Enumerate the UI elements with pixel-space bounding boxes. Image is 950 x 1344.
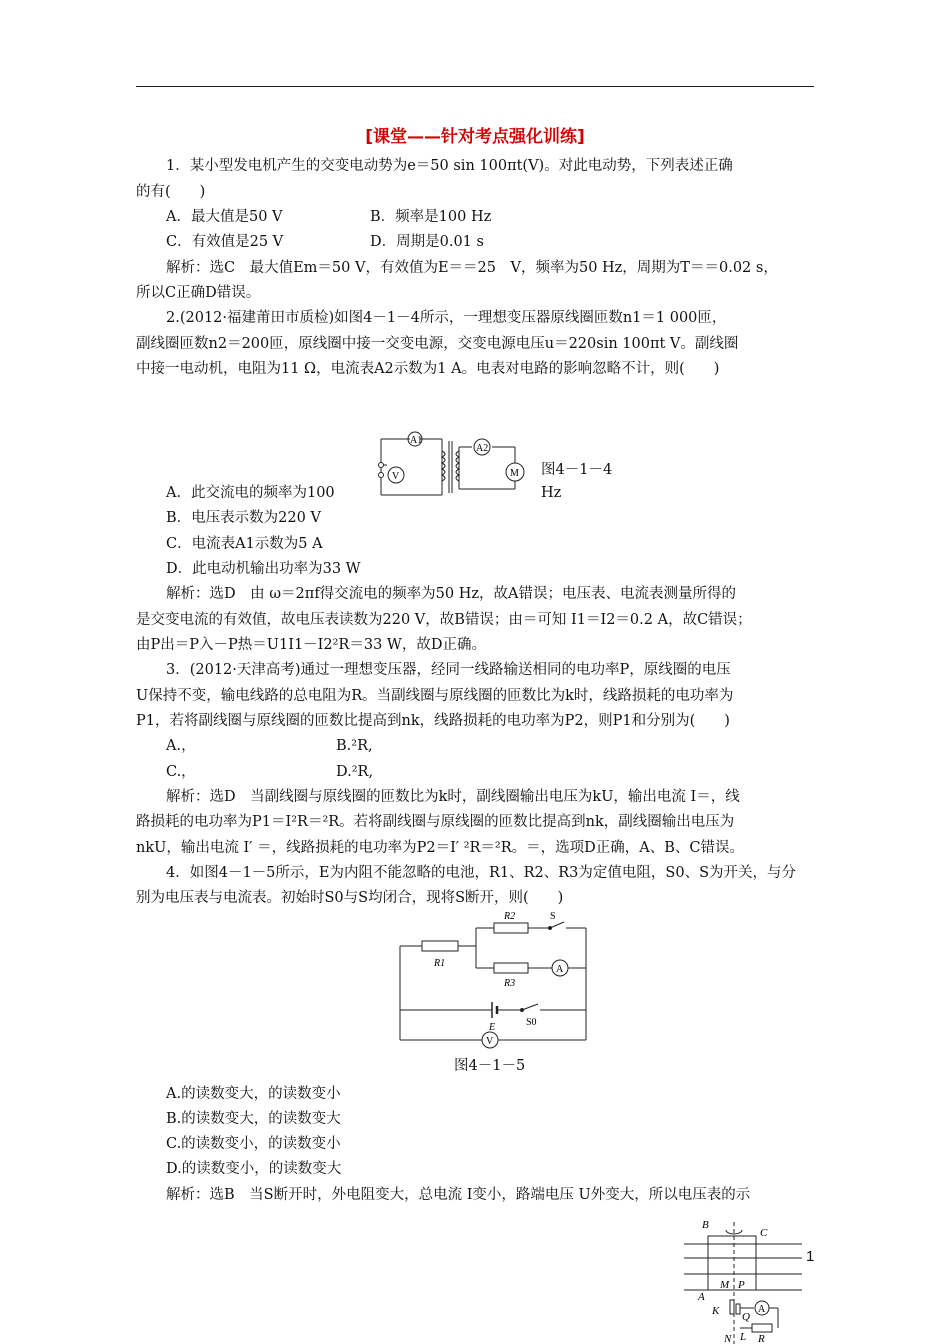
q4-option-d: D.的读数变小，的读数变大 (166, 1161, 342, 1177)
q1-solution: 所以C正确D错误。 (136, 285, 261, 301)
q1-line: 1．某小型发电机产生的交变电动势为e＝50 sin 100πt(V)。对此电动势，下列表述正确 (166, 158, 733, 174)
circuit-figure (392, 908, 598, 1050)
top-rule (136, 86, 814, 87)
label-b: B (702, 1219, 709, 1231)
ammeter-a1-label: A1 (410, 435, 423, 446)
q3-solution: 解析：选D 当副线圈与原线圈的匝数比为k时，副线圈输出电压为kU，输出电流 I＝，线 (166, 789, 740, 805)
q2-option-c: C．电流表A1示数为5 A (166, 536, 323, 552)
coil-figure (680, 1218, 806, 1344)
q1-option-c: C．有效值是25 V (166, 234, 284, 250)
voltmeter-label: V (392, 471, 400, 482)
label-m: M (720, 1279, 730, 1291)
label-r2: R2 (504, 911, 516, 922)
label-e: E (489, 1022, 496, 1033)
ammeter-label: A (758, 1304, 766, 1315)
q2-solution: 是交变电流的有效值，故电压表读数为220 V，故B错误；由＝可知 I1＝I2＝0.2 A，故C错误； (136, 612, 752, 628)
q2-solution: 解析：选D 由 ω＝2πf得交流电的频率为50 Hz，故A错误；电压表、电流表测量所得的 (166, 586, 736, 602)
q3-line: 3．(2012·天津高考)通过一理想变压器，经同一线路输送相同的电功率P，原线圈的电压 (166, 662, 731, 678)
label-a: A (698, 1291, 705, 1303)
transformer-figure (370, 425, 536, 505)
q1-option-b: B．频率是100 Hz (370, 209, 492, 225)
q1-option-d: D．周期是0.01 s (370, 234, 484, 250)
label-c: C (760, 1227, 768, 1239)
figure-caption-4-1-4: 图4－1－4 (541, 462, 613, 478)
ammeter-a2-label: A2 (476, 443, 489, 454)
voltmeter-label: V (486, 1036, 494, 1047)
q1-solution: 解析：选C 最大值Em＝50 V，有效值为E＝＝25 V，频率为50 Hz，周期为T＝＝0.02 s， (166, 260, 778, 276)
motor-label: M (510, 468, 519, 479)
section-heading: [课堂——针对考点强化训练] (365, 127, 585, 147)
q2-solution: 由P出＝P入－P热＝U1I1－I2²R＝33 W，故D正确。 (136, 637, 486, 653)
q3-option-c: C.， (166, 764, 196, 780)
q4-line: 4．如图4－1－5所示，E为内阻不能忽略的电池，R1、R2、R3为定值电阻，S0、S为开关，与分 (166, 865, 797, 881)
q2-line: 中接一电动机，电阻为11 Ω，电流表A2示数为1 A。电表对电路的影响忽略不计，则( ) (136, 361, 720, 377)
q1-option-a: A．最大值是50 V (166, 209, 283, 225)
q3-option-b: B.²R, (336, 738, 373, 754)
q4-option-a: A.的读数变大，的读数变小 (166, 1086, 341, 1102)
label-s0: S0 (526, 1017, 537, 1028)
label-r1: R1 (434, 958, 446, 969)
q3-solution: nkU，输出电流 I′ ＝，线路损耗的电功率为P2＝I′ ²R＝²R。＝，选项D正确，A、B、C错误。 (136, 840, 744, 856)
label-q: Q (742, 1311, 750, 1323)
q4-line: 别为电压表与电流表。初始时S0与S均闭合，现将S断开，则( ) (136, 890, 564, 906)
q1-line: 的有( ) (136, 184, 206, 200)
figure-caption-4-1-5: 图4－1－5 (454, 1058, 526, 1074)
label-l: L (740, 1331, 747, 1343)
q4-option-c: C.的读数变小，的读数变小 (166, 1136, 341, 1152)
q3-solution: 路损耗的电功率为P1＝I²R＝²R。若将副线圈与原线圈的匝数比提高到nk，副线圈输出电压为 (136, 814, 735, 830)
label-r3: R3 (504, 978, 516, 989)
page-number: 1 (806, 1248, 815, 1265)
label-k: K (712, 1305, 720, 1317)
q4-solution: 解析：选B 当S断开时，外电阻变大，总电流 I变小，路端电压 U外变大，所以电压表的示 (166, 1187, 751, 1203)
label-p: P (738, 1279, 745, 1291)
q3-option-d: D.²R, (336, 764, 374, 780)
q4-option-b: B.的读数变大，的读数变大 (166, 1111, 341, 1127)
q2-option-a-unit: Hz (541, 485, 562, 501)
q2-line: 2.(2012·福建莆田市质检)如图4－1－4所示，一理想变压器原线圈匝数n1＝1 000匝， (166, 310, 727, 326)
label-r: R (758, 1333, 765, 1344)
q2-line: 副线圈匝数n2＝200匝，原线圈中接一交变电源，交变电源电压u＝220sin 100πt V。副线圈 (136, 336, 739, 352)
label-n: N (724, 1333, 732, 1344)
q3-line: P1，若将副线圈与原线圈的匝数比提高到nk，线路损耗的电功率为P2，则P1和分别为( ) (136, 713, 730, 729)
q2-option-d: D．此电动机输出功率为33 W (166, 561, 361, 577)
q2-option-a: A．此交流电的频率为100 (166, 485, 335, 501)
q3-line: U保持不变，输电线路的总电阻为R。当副线圈与原线圈的匝数比为k时，线路损耗的电功率为 (136, 688, 734, 704)
q3-option-a: A.， (166, 738, 196, 754)
q2-option-b: B．电压表示数为220 V (166, 510, 321, 526)
ammeter-label: A (556, 964, 564, 975)
label-s: S (550, 911, 556, 922)
